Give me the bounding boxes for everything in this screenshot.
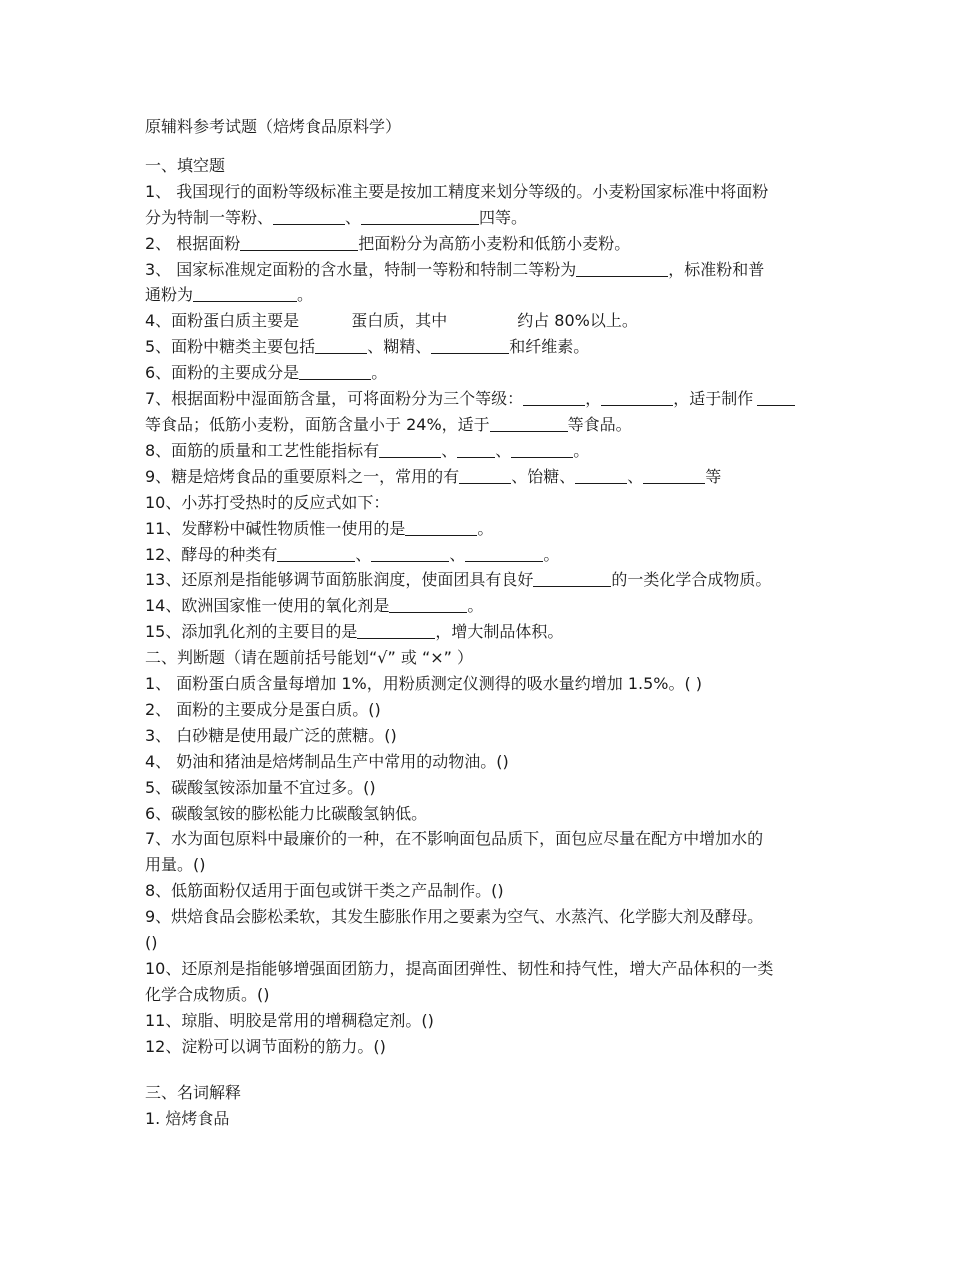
judge-7-cont: 用量。()	[145, 855, 206, 875]
document-page	[145, 114, 845, 1131]
blank-line	[357, 622, 435, 639]
blank-line	[533, 570, 611, 587]
blank-line	[277, 545, 355, 562]
blank-line	[379, 441, 441, 458]
blank-line	[273, 208, 345, 225]
judge-2: 2、 面粉的主要成分是蛋白质。()	[145, 699, 381, 719]
judge-10: 10、还原剂是指能够增强面团筋力，提高面团弹性、韧性和持气性，增大产品体积的一类	[145, 959, 774, 978]
blank-line	[643, 467, 705, 484]
question-9: 9、糖是焙烤食品的重要原料之一，常用的有 、饴糖、 、 等	[145, 466, 722, 486]
judge-12: 12、淀粉可以调节面粉的筋力。()	[145, 1036, 386, 1056]
blank-line	[315, 337, 367, 354]
judge-4: 4、 奶油和猪油是焙烤制品生产中常用的动物油。()	[145, 751, 509, 771]
judge-9: 9、烘焙食品会膨松柔软，其发生膨胀作用之要素为空气、水蒸汽、化学膨大剂及酵母。	[145, 907, 764, 927]
question-7: 7、根据面粉中湿面筋含量，可将面粉分为三个等级： ， ，适于制作	[145, 386, 845, 412]
document-title: 原辅料参考试题（焙烤食品原料学）	[145, 117, 402, 136]
blank-line	[465, 545, 543, 562]
judge-5: 5、碳酸氢铵添加量不宜过多。()	[145, 777, 376, 797]
question-1-cont: 分为特制一等粉、 、 四等。	[145, 207, 528, 227]
blank-line	[523, 389, 585, 406]
question-2: 2、 根据面粉 把面粉分为高筋小麦粉和低筋小麦粉。	[145, 233, 631, 253]
blank-line	[459, 467, 511, 484]
question-14: 14、欧洲国家惟一使用的氧化剂是 。	[145, 596, 484, 616]
blank-line	[490, 415, 568, 432]
question-11: 11、发酵粉中碱性物质惟一使用的是 。	[145, 518, 494, 538]
judge-7: 7、水为面包原料中最廉价的一种，在不影响面包品质下，面包应尽量在配方中增加水的	[145, 829, 764, 849]
blank-line	[431, 337, 509, 354]
definition-1: 1. 焙烤食品	[145, 1108, 230, 1128]
question-3: 3、 国家标准规定面粉的含水量，特制一等粉和特制二等粉为 ，标准粉和普	[145, 259, 765, 279]
blank-line	[371, 545, 449, 562]
blank-line	[405, 519, 477, 536]
blank-line	[457, 441, 495, 458]
section-heading-true-false: 二、判断题（请在题前括号能划“√” 或 “×” ）	[145, 648, 474, 668]
blank-line	[193, 285, 297, 302]
blank-line	[601, 389, 673, 406]
judge-8: 8、低筋面粉仅适用于面包或饼干类之产品制作。()	[145, 881, 504, 901]
judge-11: 11、琼脂、明胶是常用的增稠稳定剂。()	[145, 1010, 434, 1030]
question-4: 4、面粉蛋白质主要是 蛋白质，其中 约占 80%以上。	[145, 311, 638, 331]
blank-line	[511, 441, 573, 458]
question-8: 8、面筋的质量和工艺性能指标有 、 、 。	[145, 440, 590, 460]
judge-6: 6、碳酸氢铵的膨松能力比碳酸氢钠低。	[145, 803, 428, 823]
blank-line	[361, 208, 479, 225]
question-3-cont: 通粉为 。	[145, 285, 314, 305]
question-7-cont: 等食品；低筋小麦粉，面筋含量小于 24%，适于 等食品。	[145, 414, 632, 434]
question-13: 13、还原剂是指能够调节面筋胀润度，使面团具有良好 的一类化学合成物质。	[145, 570, 772, 590]
question-1: 1、 我国现行的面粉等级标准主要是按加工精度来划分等级的。小麦粉国家标准中将面粉	[145, 181, 769, 201]
blank-line	[389, 596, 467, 613]
question-12: 12、酵母的种类有 、 、 。	[145, 544, 560, 564]
judge-3: 3、 白砂糖是使用最广泛的蔗糖。()	[145, 725, 397, 745]
blank-line	[576, 260, 668, 277]
blank-line	[757, 389, 795, 406]
blank-line	[240, 234, 358, 251]
section-heading-definitions: 三、名词解释	[145, 1082, 242, 1102]
question-10: 10、小苏打受热时的反应式如下：	[145, 492, 390, 512]
blank-line	[575, 467, 627, 484]
section-heading-fill-blank: 一、填空题	[145, 155, 226, 175]
judge-10-cont: 化学合成物质。()	[145, 984, 270, 1004]
judge-1: 1、 面粉蛋白质含量每增加 1%，用粉质测定仪测得的吸水量约增加 1.5%。( )	[145, 674, 703, 694]
judge-9-cont: ()	[145, 933, 158, 953]
question-5: 5、面粉中糖类主要包括 、糊精、 和纤维素。	[145, 337, 590, 357]
question-6: 6、面粉的主要成分是 。	[145, 363, 388, 383]
question-15: 15、添加乳化剂的主要目的是 ，增大制品体积。	[145, 622, 564, 642]
blank-line	[299, 363, 371, 380]
